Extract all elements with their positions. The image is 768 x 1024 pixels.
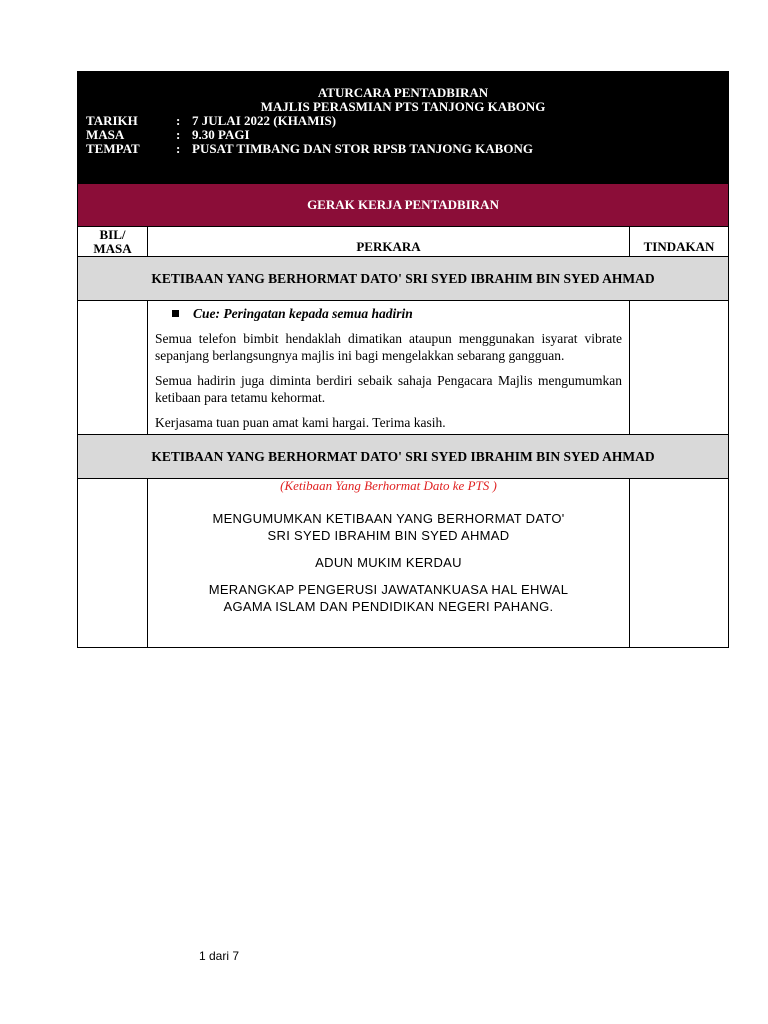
header-title-1: ATURCARA PENTADBIRAN: [317, 85, 489, 100]
meta-place-sep: :: [176, 141, 181, 156]
header-title-2: MAJLIS PERASMIAN PTS TANJONG KABONG: [260, 99, 546, 114]
meta-date-value: 7 JULAI 2022 (KHAMIS): [192, 113, 337, 128]
meta-place-row: [86, 142, 720, 156]
meta-date-label: TARIKH: [86, 113, 138, 128]
paragraph-stand: Semua hadirin juga diminta berdiri sebaik sahaja Pengacara Majlis mengumumkan ketibaan para tetamu kehormat.: [155, 373, 622, 405]
meta-time-sep: :: [176, 127, 181, 142]
cue-item: [148, 301, 629, 322]
reminder-bil-cell: [78, 301, 148, 435]
announcement-tindakan-cell: [630, 479, 729, 648]
announcement-perkara-cell: [148, 479, 630, 648]
agenda-table: [77, 71, 729, 648]
meta-date-row: [86, 114, 720, 128]
meta-place-value: PUSAT TIMBANG DAN STOR RPSB TANJONG KABONG: [192, 141, 533, 156]
paragraph-thanks: Kerjasama tuan puan amat kami hargai. Terima kasih.: [155, 415, 446, 430]
bullet-square-icon: [172, 310, 179, 317]
agenda-document: [77, 71, 728, 648]
arrival-note: (Ketibaan Yang Berhormat Dato ke PTS ): [280, 478, 497, 493]
announce-line-3: ADUN MUKIM KERDAU: [315, 555, 462, 570]
announcement-row: [78, 479, 729, 648]
announce-line-4: MERANGKAP PENGERUSI JAWATANKUASA HAL EHWAL: [208, 582, 569, 597]
announcement-bil-cell: [78, 479, 148, 648]
reminder-row: [78, 301, 729, 435]
paragraph-phones: Semua telefon bimbit hendaklah dimatikan ataupun menggunakan isyarat vibrate sepanjang berlangsungnya majlis ini bagi mengelakkan sebarang gangguan.: [155, 331, 622, 363]
page-number: 1 dari 7: [199, 949, 240, 963]
meta-date-sep: :: [176, 113, 181, 128]
reminder-tindakan-cell: [630, 301, 729, 435]
announce-line-2: SRI SYED IBRAHIM BIN SYED AHMAD: [267, 528, 510, 543]
header-block: [78, 72, 729, 184]
arrival-heading-1: KETIBAAN YANG BERHORMAT DATO' SRI SYED IBRAHIM BIN SYED AHMAD: [78, 257, 729, 301]
meta-time-value: 9.30 PAGI: [192, 127, 250, 142]
meta-time-row: [86, 128, 720, 142]
column-tindakan: TINDAKAN: [630, 227, 729, 257]
cue-text: Cue: Peringatan kepada semua hadirin: [193, 306, 413, 321]
column-perkara: PERKARA: [148, 227, 630, 257]
column-bil-label: BIL/: [99, 227, 126, 242]
announce-line-5: AGAMA ISLAM DAN PENDIDIKAN NEGERI PAHANG.: [223, 599, 554, 614]
arrival-heading-2: KETIBAAN YANG BERHORMAT DATO' SRI SYED IBRAHIM BIN SYED AHMAD: [78, 435, 729, 479]
section-title: GERAK KERJA PENTADBIRAN: [78, 184, 729, 227]
reminder-perkara-cell: [148, 301, 630, 435]
meta-place-label: TEMPAT: [86, 141, 140, 156]
announce-line-1: MENGUMUMKAN KETIBAAN YANG BERHORMAT DATO': [212, 511, 565, 526]
column-bil-masa: [78, 227, 148, 257]
column-masa-label: MASA: [93, 241, 132, 256]
meta-time-label: MASA: [86, 127, 125, 142]
